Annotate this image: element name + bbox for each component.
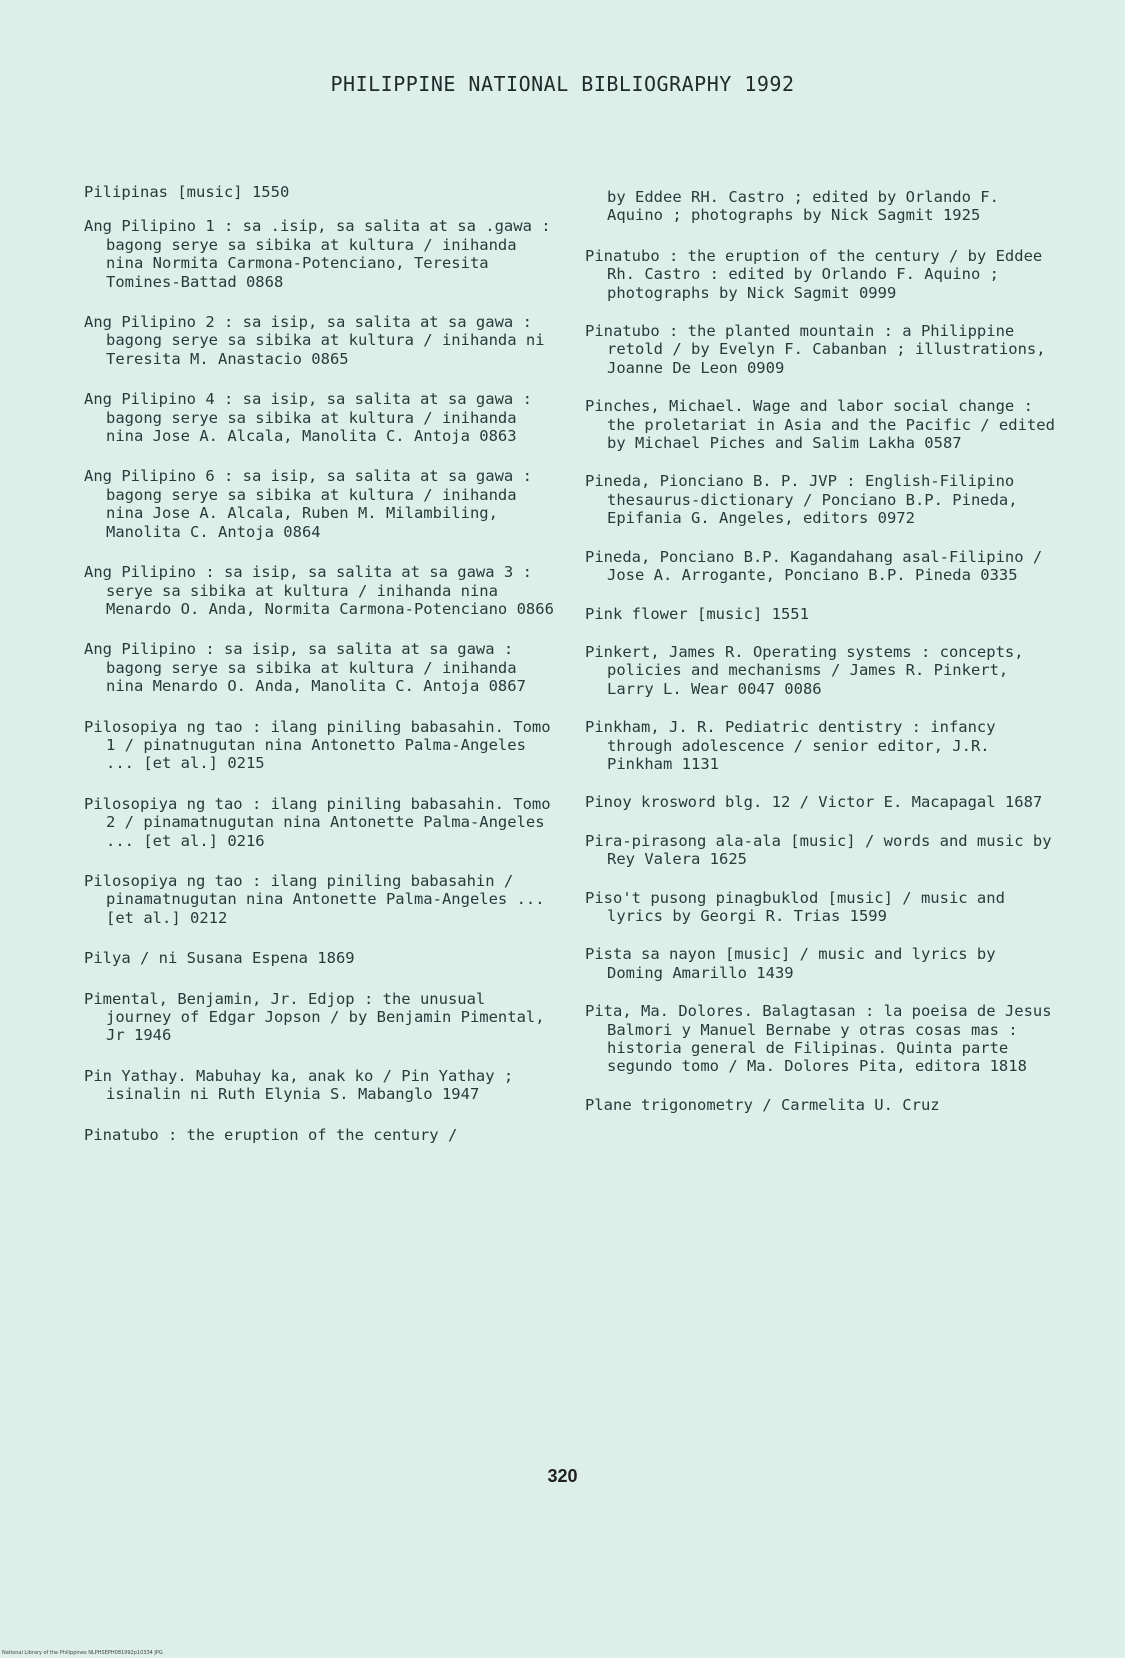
bibliography-entry: Pilipinas [music] 1550 [84, 183, 290, 201]
bibliography-entry: Pineda, Ponciano B.P. Kagandahang asal-Filipino / Jose A. Arrogante, Ponciano B.P. Pineda 0335 [585, 547, 1043, 585]
bibliography-entry: Pineda, Pionciano B. P. JVP : English-Filipino thesaurus-dictionary / Ponciano B.P. Pineda, Epifania G. Angeles, editors 0972 [585, 472, 1018, 528]
bibliography-entry: Pinatubo : the eruption of the century / by Eddee Rh. Castro : edited by Orlando F. Aquino ; photographs by Nick Sagmit 0999 [585, 246, 1043, 302]
bibliography-entry: Pilosopiya ng tao : ilang piniling babasahin. Tomo 2 / pinamatnugutan nina Antonette Palma-Angeles ... [et al.] 0216 [84, 794, 551, 850]
bibliography-entry: Pinatubo : the eruption of the century / [84, 1125, 458, 1144]
bibliography-entry: Pira-pirasong ala-ala [music] / words and music by Rey Valera 1625 [585, 831, 1052, 869]
bibliography-entry: Plane trigonometry / Carmelita U. Cruz [585, 1095, 940, 1114]
scan-footer: National Library of the Philippines NLPHSEPH081992p10334 JPG [2, 1650, 163, 1656]
bibliography-entry: Pimental, Benjamin, Jr. Edjop : the unusual journey of Edgar Jopson / by Benjamin Pimental, Jr 1946 [84, 989, 545, 1045]
bibliography-entry-continuation: by Eddee RH. Castro ; edited by Orlando F. Aquino ; photographs by Nick Sagmit 1925 [607, 188, 999, 225]
page-number: 320 [547, 1466, 578, 1486]
bibliography-entry: Pilosopiya ng tao : ilang piniling babasahin. Tomo 1 / pinatnugutan nina Antonetto Palma-Angeles ... [et al.] 0215 [84, 717, 551, 773]
bibliography-entry: Pinkert, James R. Operating systems : concepts, policies and mechanisms / James R. Pinkert, Larry L. Wear 0047 0086 [585, 642, 1024, 698]
bibliography-entry: Ang Pilipino : sa isip, sa salita at sa gawa : bagong serye sa sibika at kultura / inihanda nina Menardo O. Anda, Manolita C. Antoja 0867 [84, 640, 526, 696]
bibliography-entry: Ang Pilipino 1 : sa .isip, sa salita at sa .gawa : bagong serye sa sibika at kultura / inihanda nina Normita Carmona-Potenciano, Teresita Tomines-Battad 0868 [84, 217, 551, 291]
bibliography-entry: Pista sa nayon [music] / music and lyrics by Doming Amarillo 1439 [585, 945, 996, 982]
page-title: PHILIPPINE NATIONAL BIBLIOGRAPHY 1992 [330, 72, 795, 96]
bibliography-entry: Pilosopiya ng tao : ilang piniling babasahin / pinamatnugutan nina Antonette Palma-Angeles ... [et al.] 0212 [84, 871, 545, 927]
bibliography-entry: Pink flower [music] 1551 [585, 604, 809, 623]
bibliography-entry: Pinatubo : the planted mountain : a Philippine retold / by Evelyn F. Cabanban ; illustrations, Joanne De Leon 0909 [585, 322, 1046, 377]
bibliography-entry: Pita, Ma. Dolores. Balagtasan : la poeisa de Jesus Balmori y Manuel Bernabe y otras cosas mas : historia general de Filipinas. Quinta parte segundo tomo / Ma. Dolores Pita, editora 1818 [585, 1002, 1052, 1076]
bibliography-entry: Ang Pilipino 6 : sa isip, sa salita at sa gawa : bagong serye sa sibika at kultura / inihanda nina Jose A. Alcala, Ruben M. Milambiling, Manolita C. Antoja 0864 [84, 467, 532, 541]
bibliography-entry: Ang Pilipino : sa isip, sa salita at sa gawa 3 : serye sa sibika at kultura / inihanda nina Menardo O. Anda, Normita Carmona-Potenciano 0866 [84, 563, 554, 618]
bibliography-entry: Pin Yathay. Mabuhay ka, anak ko / Pin Yathay ; isinalin ni Ruth Elynia S. Mabanglo 1947 [84, 1066, 514, 1104]
bibliography-entry: Ang Pilipino 4 : sa isip, sa salita at sa gawa : bagong serye sa sibika at kultura / inihanda nina Jose A. Alcala, Manolita C. Antoja 0863 [84, 390, 532, 446]
left-column [84, 183, 554, 1166]
bibliography-entry: Pinkham, J. R. Pediatric dentistry : infancy through adolescence / senior editor, J.R. Pinkham 1131 [585, 718, 996, 773]
bibliography-entry: Piso't pusong pinagbuklod [music] / music and lyrics by Georgi R. Trias 1599 [585, 888, 1005, 925]
bibliography-entry: Pinoy krosword blg. 12 / Victor E. Macapagal 1687 [585, 793, 1043, 812]
bibliography-entry: Pinches, Michael. Wage and labor social change : the proletariat in Asia and the Pacific / edited by Michael Piches and Salim Lakha 0587 [585, 397, 1055, 453]
bibliography-entry: Pilya / ni Susana Espena 1869 [84, 949, 355, 968]
right-column [585, 188, 1055, 1134]
bibliography-entry: Ang Pilipino 2 : sa isip, sa salita at sa gawa : bagong serye sa sibika at kultura / inihanda ni Teresita M. Anastacio 0865 [84, 313, 545, 368]
